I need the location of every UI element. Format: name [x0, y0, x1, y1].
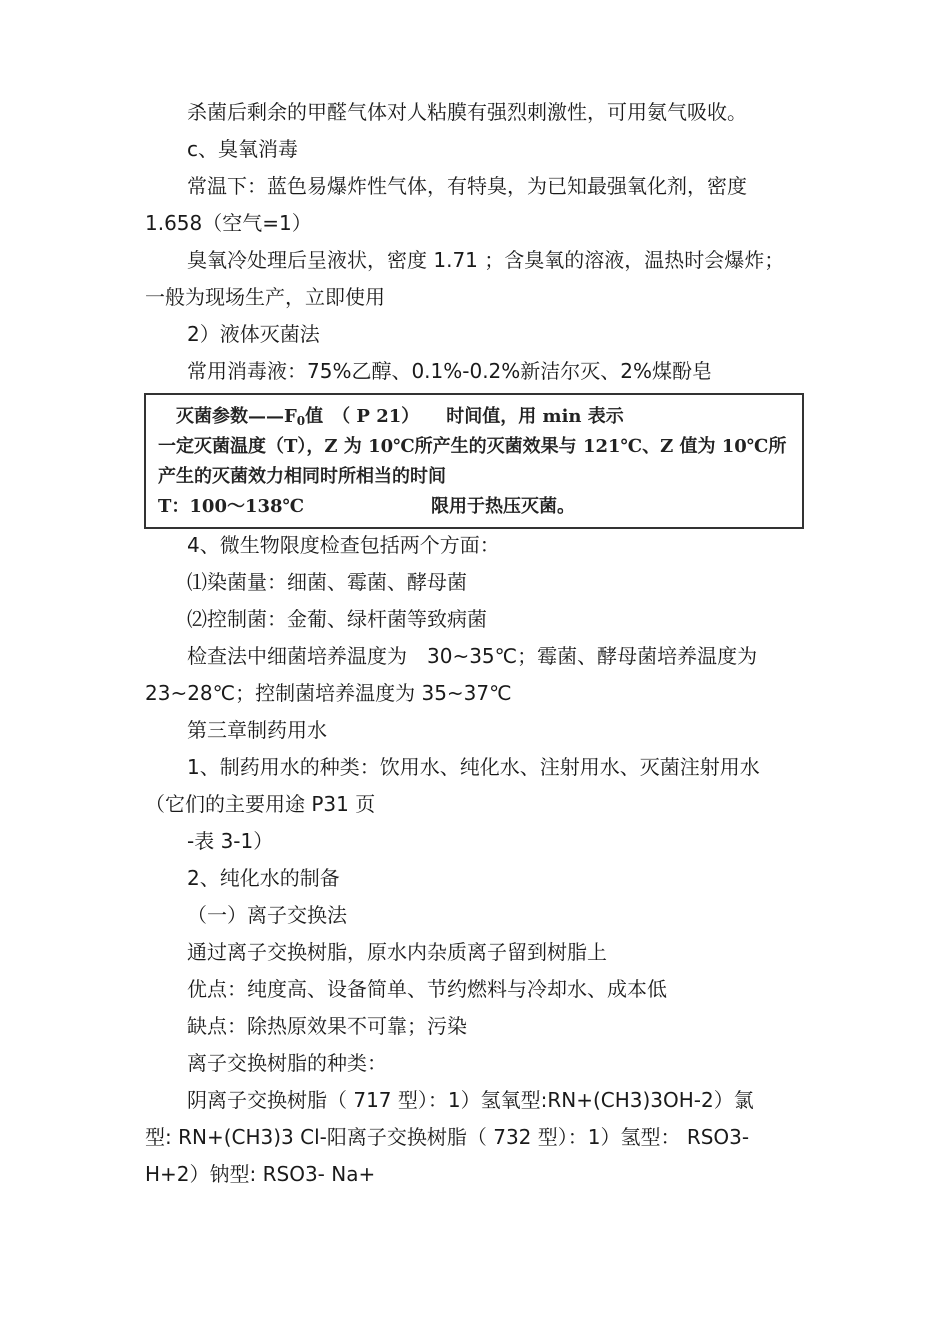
section-heading: 4、微生物限度检查包括两个方面： [187, 533, 500, 557]
text-line: 检查法中细菌培养温度为 30~35℃；霉菌、酵母菌培养温度为 [187, 644, 758, 668]
text-line: 一般为现场生产，立即使用 [145, 285, 385, 309]
text-line: 常用消毒液：75%乙醇、0.1%-0.2%新洁尔灭、2%煤酚皂 [187, 359, 713, 383]
text-line: 臭氧冷处理后呈液状，密度 1.71 ；含臭氧的溶液，温热时会爆炸； [187, 248, 785, 272]
sterilization-parameter-box [144, 393, 804, 529]
text-line: 1、制药用水的种类：饮用水、纯化水、注射用水、灭菌注射用水 [187, 755, 760, 779]
chapter-heading: 第三章制药用水 [187, 718, 327, 742]
box-title: 灭菌参数$——F_0$值 （ P 21） 时间值，用 min 表示 [176, 406, 624, 428]
text-line: 通过离子交换树脂，原水内杂质离子留到树脂上 [187, 940, 607, 964]
text-line: 缺点：除热原效果不可靠；污染 [187, 1014, 467, 1038]
text-line: 23~28℃；控制菌培养温度为 35~37℃ [145, 681, 512, 705]
text-line: 型: RN+(CH3)3 Cl-阳离子交换树脂（ 732 型）：1）氢型： RSO3- [145, 1125, 750, 1149]
text-line: H+2）钠型: RSO3- Na+ [145, 1162, 376, 1186]
text-line: 优点：纯度高、设备简单、节约燃料与冷却水、成本低 [187, 977, 667, 1001]
text-line: 常温下：蓝色易爆炸性气体，有特臭，为已知最强氧化剂，密度 [187, 174, 747, 198]
text-line: -表 3-1） [187, 829, 274, 853]
section-heading: （一）离子交换法 [187, 903, 347, 927]
text-line: 离子交换树脂的种类： [187, 1051, 387, 1075]
box-line: 产生的灭菌效力相同时所相当的时间 [158, 466, 446, 487]
text-line: （它们的主要用途 P31 页 [145, 792, 376, 816]
text-line: 杀菌后剩余的甲醛气体对人粘膜有强烈刺激性，可用氨气吸收。 [187, 100, 747, 124]
box-line: 限用于热压灭菌。 [431, 496, 575, 517]
section-heading: 2、纯化水的制备 [187, 866, 340, 890]
text-line: 1.658（空气=1） [145, 211, 312, 235]
box-line: T：100～138℃ [158, 496, 305, 517]
text-line: 阴离子交换树脂（ 717 型）：1）氢氧型:RN+(CH3)3OH-2）氯 [187, 1088, 754, 1112]
section-heading: c、臭氧消毒 [187, 137, 298, 161]
box-line: 一定灭菌温度（T），Z 为 10℃所产生的灭菌效果与 121℃、Z 值为 10℃所 [158, 436, 787, 457]
text-line: ⑵控制菌：金葡、绿杆菌等致病菌 [187, 607, 487, 631]
text-line: ⑴染菌量：细菌、霉菌、酵母菌 [187, 570, 467, 594]
section-heading: 2）液体灭菌法 [187, 322, 320, 346]
